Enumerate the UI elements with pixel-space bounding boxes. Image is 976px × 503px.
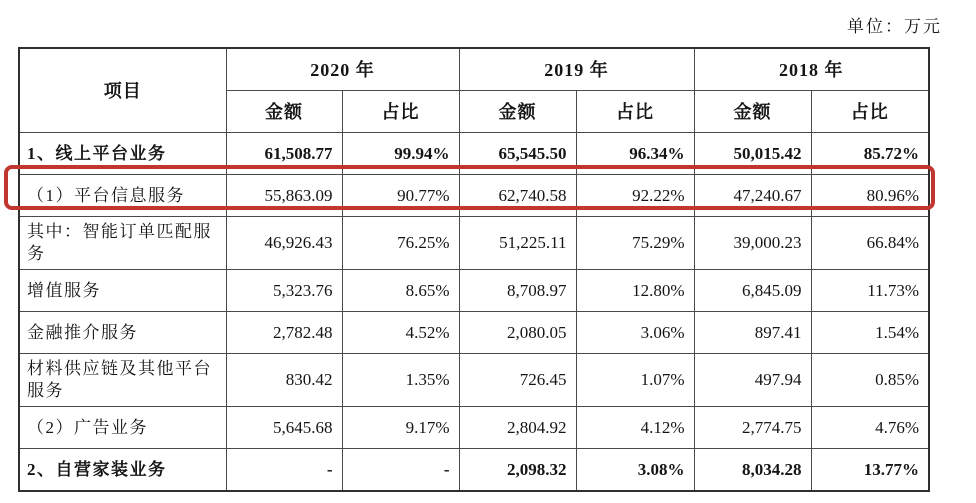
- row-value: 66.84%: [811, 217, 929, 270]
- column-header-share-2019: 占比: [576, 91, 694, 133]
- table-row: [19, 312, 929, 354]
- column-header-item: 项目: [19, 48, 226, 133]
- row-value: 5,645.68: [226, 407, 342, 449]
- column-header-year-2018: 2018 年: [694, 48, 929, 91]
- row-value: 5,323.76: [226, 270, 342, 312]
- table-row: [19, 449, 929, 492]
- row-value: -: [226, 449, 342, 492]
- row-value: 62,740.58: [459, 175, 576, 217]
- row-value: 76.25%: [342, 217, 459, 270]
- row-value: 497.94: [694, 354, 811, 407]
- row-value: 4.12%: [576, 407, 694, 449]
- column-header-share-2018: 占比: [811, 91, 929, 133]
- row-value: 92.22%: [576, 175, 694, 217]
- row-value: 2,098.32: [459, 449, 576, 492]
- column-header-year-2019: 2019 年: [459, 48, 694, 91]
- row-value: 726.45: [459, 354, 576, 407]
- header-row-years: [19, 48, 929, 91]
- row-value: 51,225.11: [459, 217, 576, 270]
- row-value: 3.08%: [576, 449, 694, 492]
- table-row: [19, 354, 929, 407]
- table-row: [19, 270, 929, 312]
- row-value: 47,240.67: [694, 175, 811, 217]
- row-value: 2,804.92: [459, 407, 576, 449]
- row-value: 897.41: [694, 312, 811, 354]
- row-value: 9.17%: [342, 407, 459, 449]
- table-row: [19, 217, 929, 270]
- row-label: 材料供应链及其他平台服务: [19, 354, 226, 407]
- row-label: （1）平台信息服务: [19, 175, 226, 217]
- table-row: [19, 407, 929, 449]
- table-header: [19, 48, 929, 133]
- revenue-table: [18, 47, 930, 492]
- row-value: 8.65%: [342, 270, 459, 312]
- row-value: 830.42: [226, 354, 342, 407]
- row-value: 2,774.75: [694, 407, 811, 449]
- row-value: 75.29%: [576, 217, 694, 270]
- row-value: 1.54%: [811, 312, 929, 354]
- row-label: 2、自营家装业务: [19, 449, 226, 492]
- row-value: -: [342, 449, 459, 492]
- row-value: 61,508.77: [226, 133, 342, 175]
- row-label: 金融推介服务: [19, 312, 226, 354]
- row-value: 11.73%: [811, 270, 929, 312]
- row-value: 96.34%: [576, 133, 694, 175]
- row-value: 3.06%: [576, 312, 694, 354]
- row-value: 0.85%: [811, 354, 929, 407]
- row-value: 80.96%: [811, 175, 929, 217]
- row-value: 8,034.28: [694, 449, 811, 492]
- row-value: 90.77%: [342, 175, 459, 217]
- row-value: 8,708.97: [459, 270, 576, 312]
- row-value: 2,080.05: [459, 312, 576, 354]
- row-value: 39,000.23: [694, 217, 811, 270]
- table-row: [19, 133, 929, 175]
- column-header-amount-2019: 金额: [459, 91, 576, 133]
- row-value: 4.76%: [811, 407, 929, 449]
- column-header-amount-2018: 金额: [694, 91, 811, 133]
- row-value: 1.07%: [576, 354, 694, 407]
- row-value: 13.77%: [811, 449, 929, 492]
- row-label: （2）广告业务: [19, 407, 226, 449]
- row-value: 6,845.09: [694, 270, 811, 312]
- row-value: 2,782.48: [226, 312, 342, 354]
- row-value: 85.72%: [811, 133, 929, 175]
- row-label: 其中：智能订单匹配服务: [19, 217, 226, 270]
- row-value: 55,863.09: [226, 175, 342, 217]
- unit-label: 单位：万元: [847, 17, 942, 36]
- row-value: 99.94%: [342, 133, 459, 175]
- row-value: 50,015.42: [694, 133, 811, 175]
- row-value: 1.35%: [342, 354, 459, 407]
- row-label: 1、线上平台业务: [19, 133, 226, 175]
- row-value: 12.80%: [576, 270, 694, 312]
- row-label: 增值服务: [19, 270, 226, 312]
- column-header-amount-2020: 金额: [226, 91, 342, 133]
- column-header-share-2020: 占比: [342, 91, 459, 133]
- row-value: 65,545.50: [459, 133, 576, 175]
- row-value: 46,926.43: [226, 217, 342, 270]
- column-header-year-2020: 2020 年: [226, 48, 459, 91]
- row-value: 4.52%: [342, 312, 459, 354]
- table-body: [19, 133, 929, 492]
- table-row: [19, 175, 929, 217]
